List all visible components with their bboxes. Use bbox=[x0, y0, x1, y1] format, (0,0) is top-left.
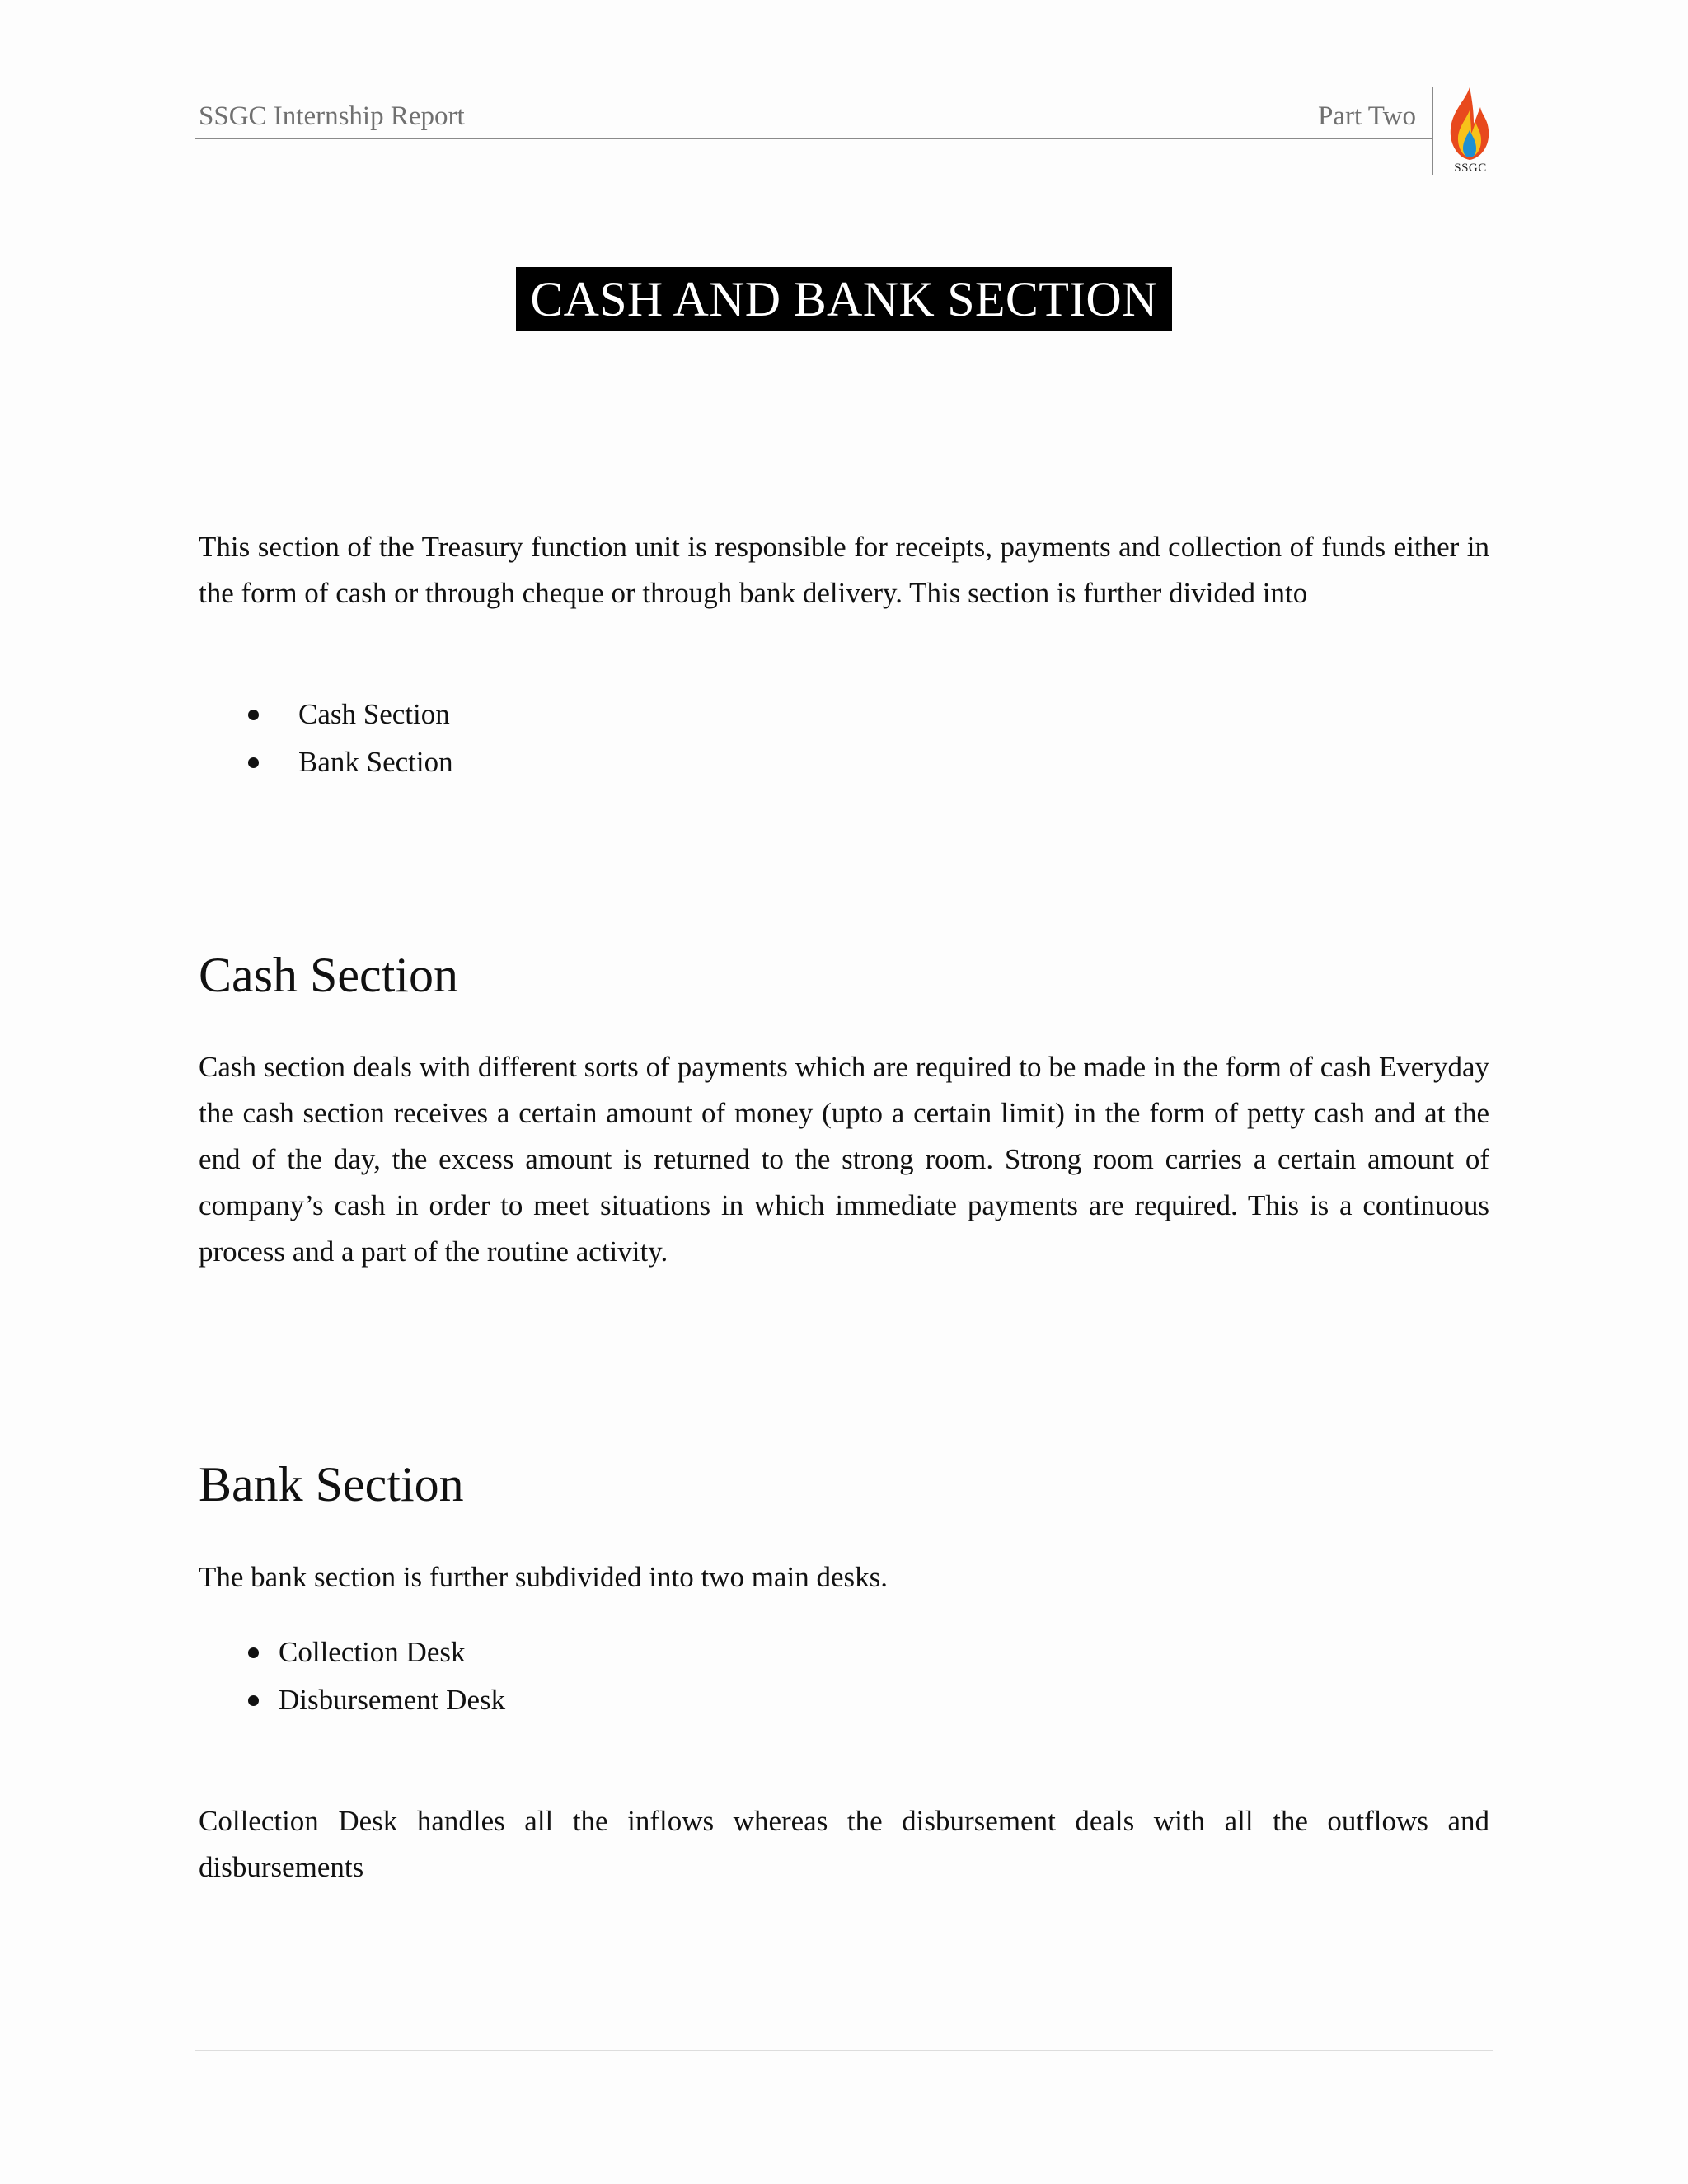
list-item bbox=[199, 691, 1188, 738]
list-item-label: Cash Section bbox=[298, 698, 450, 730]
intro-list bbox=[199, 691, 1188, 786]
list-item-label: Disbursement Desk bbox=[279, 1684, 506, 1716]
bullet-icon bbox=[248, 1647, 259, 1658]
header-divider bbox=[1432, 87, 1433, 175]
bank-section-intro: The bank section is further subdivided into two main desks. bbox=[199, 1561, 888, 1593]
header-part-label: Part Two bbox=[1318, 101, 1416, 131]
list-item bbox=[199, 1676, 1188, 1724]
list-item-label: Bank Section bbox=[298, 746, 453, 778]
list-item bbox=[199, 1629, 1188, 1676]
bullet-icon bbox=[248, 757, 259, 768]
bank-section-closing: Collection Desk handles all the inflows whereas the disbursement deals with all the outflows and disbursements bbox=[199, 1805, 1489, 1883]
logo-caption: SSGC bbox=[1454, 162, 1487, 175]
bullet-icon bbox=[248, 710, 259, 720]
intro-paragraph: This section of the Treasury function unit is responsible for receipts, payments and collection of funds either in the form of cash or through cheque or through bank delivery. This section is further divided into bbox=[199, 531, 1489, 609]
page-title: CASH AND BANK SECTION bbox=[516, 267, 1172, 331]
list-item-label: Collection Desk bbox=[279, 1636, 466, 1668]
cash-section-heading: Cash Section bbox=[199, 948, 458, 1002]
header-report-title: SSGC Internship Report bbox=[199, 101, 465, 131]
list-item bbox=[199, 738, 1188, 786]
bullet-icon bbox=[248, 1695, 259, 1706]
header-rule bbox=[195, 138, 1432, 139]
bank-section-heading: Bank Section bbox=[199, 1457, 464, 1511]
bank-desk-list bbox=[199, 1629, 1188, 1724]
cash-section-paragraph: Cash section deals with different sorts of payments which are required to be made in the form of cash Everyday the cash section receives a certain amount of money (upto a certain limit) in the form of petty cash and at the end of the day, the excess amount is returned to the strong room. Strong room carries a certain amount of company’s cash in order to meet situations in which immediate payments are required. This is a continuous process and a part of the routine activity. bbox=[199, 1051, 1489, 1268]
footer-rule bbox=[195, 2050, 1493, 2051]
